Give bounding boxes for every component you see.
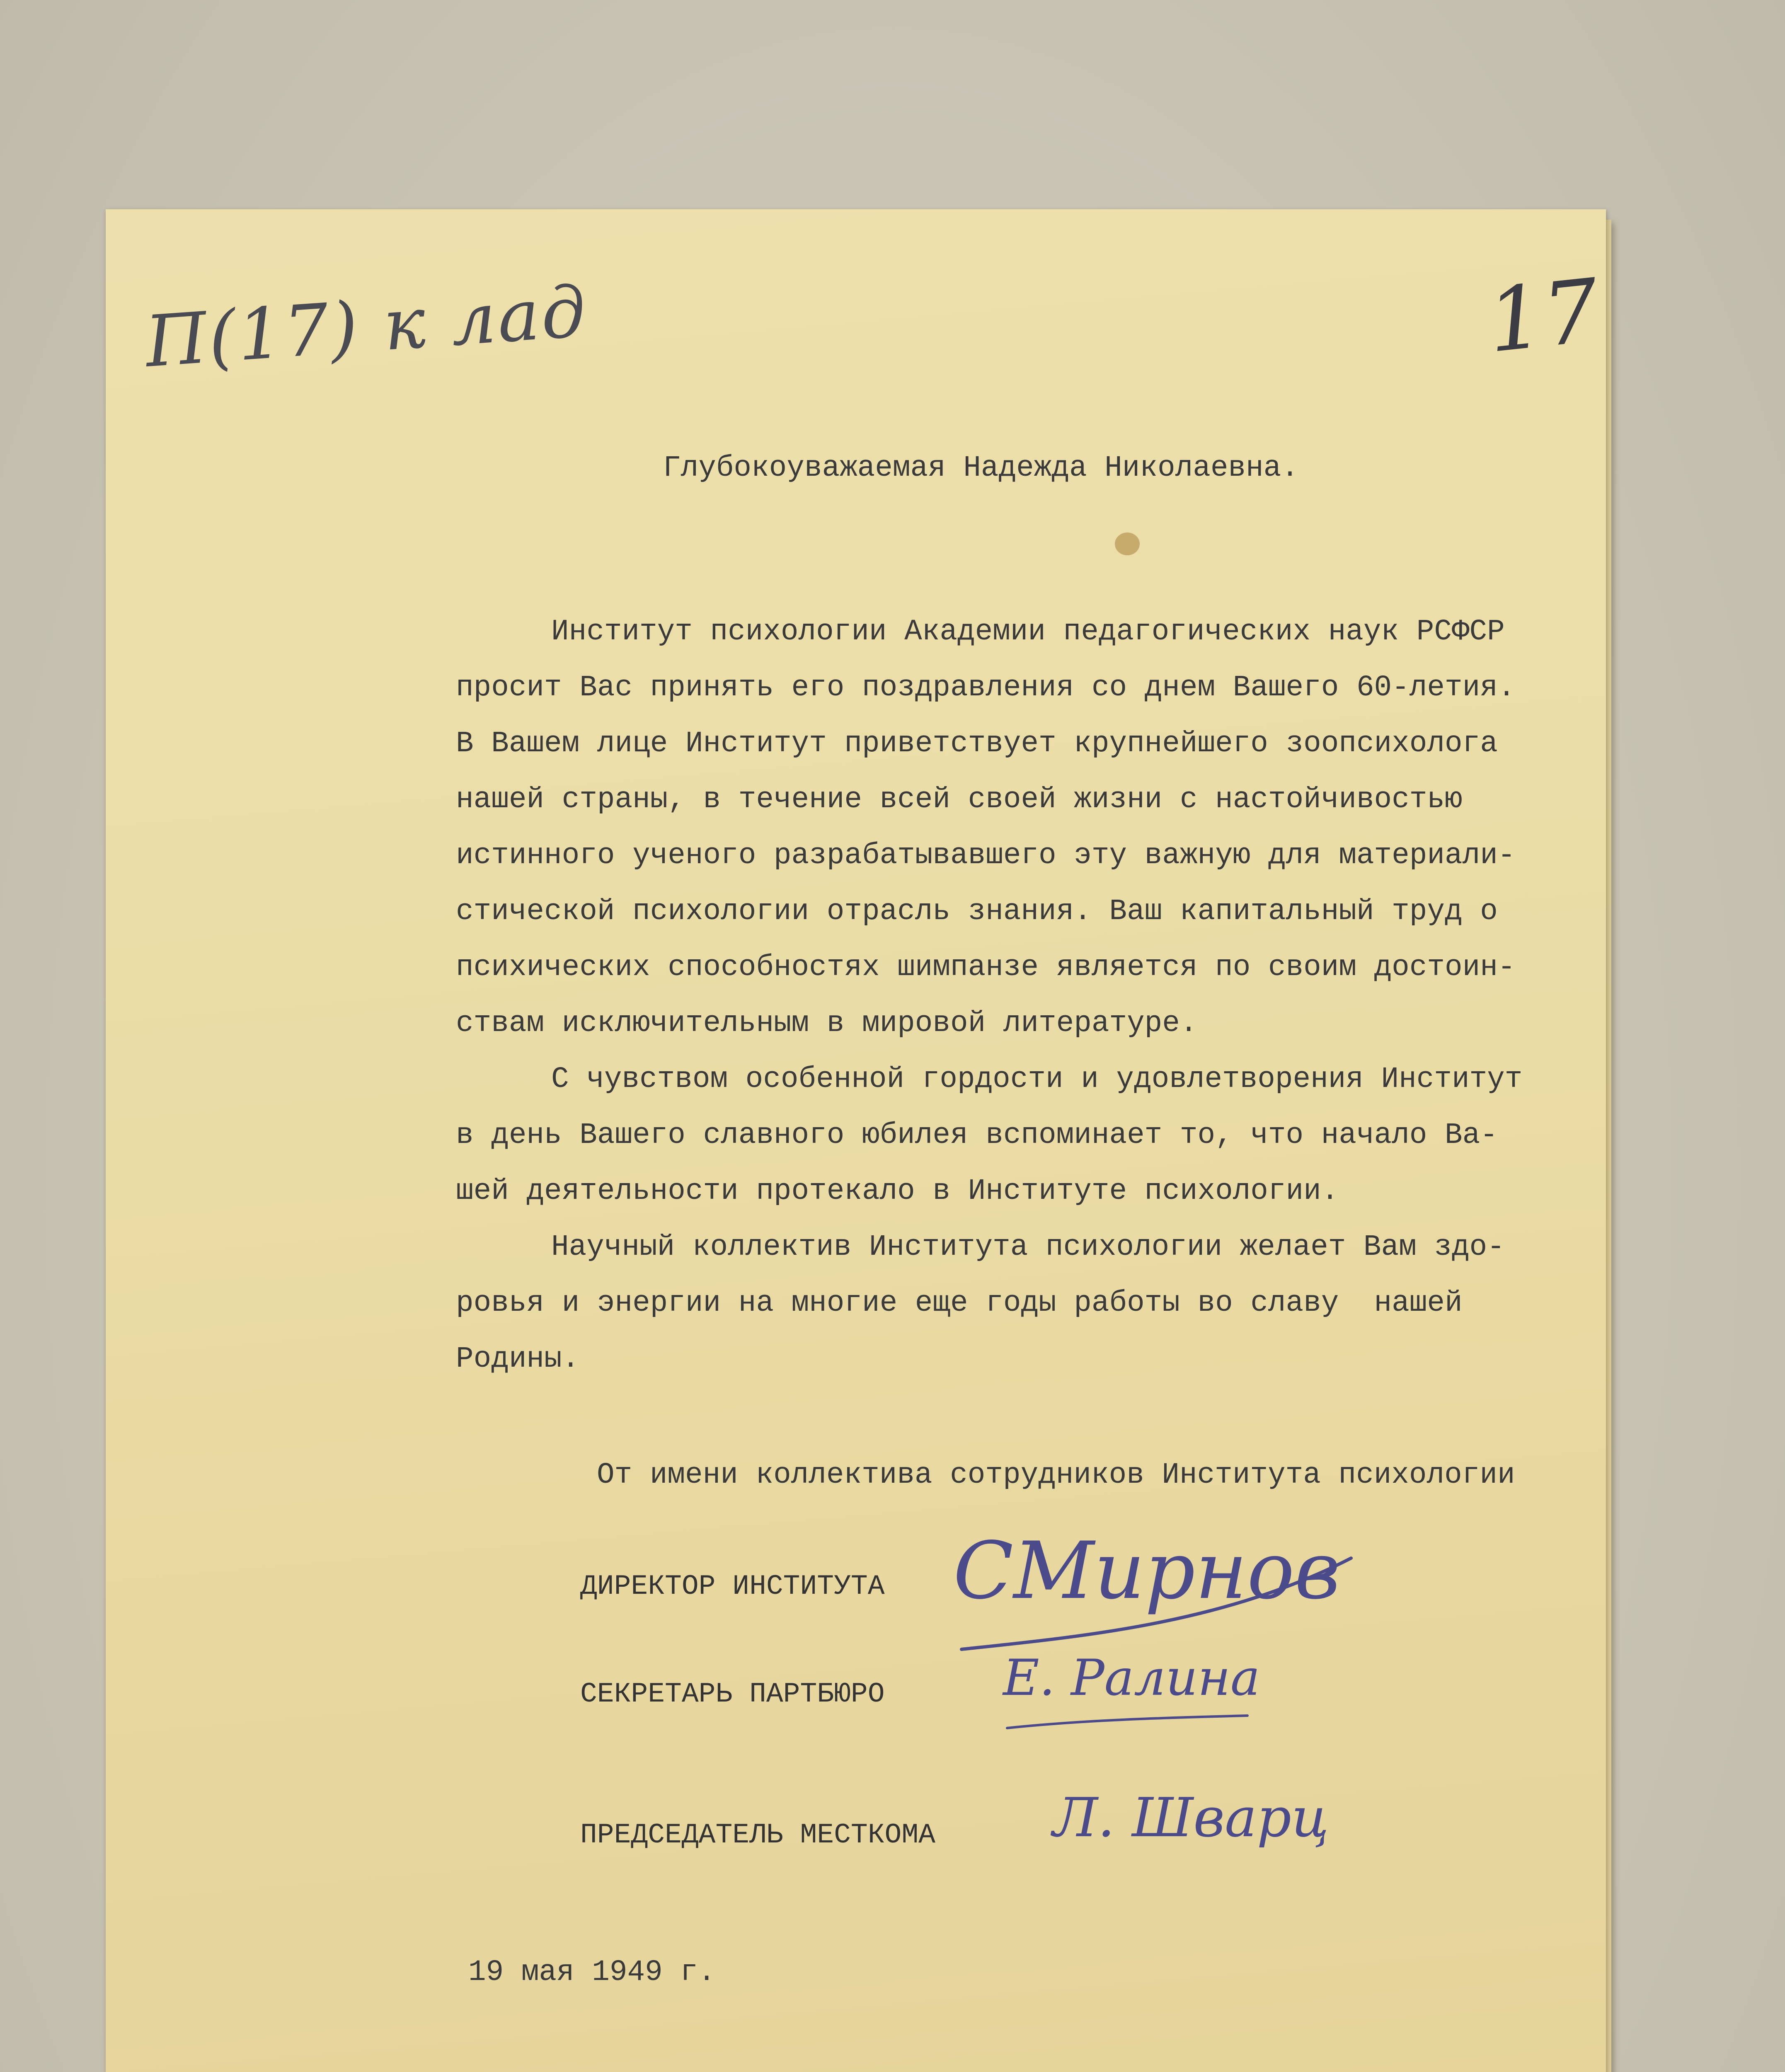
director-signature: СМирнов — [953, 1525, 1341, 1617]
body-line: в день Вашего славного юбилея вспоминает то, что начало Ва- — [456, 1119, 1498, 1152]
party-secretary-signature: Е. Ралина — [1003, 1649, 1260, 1707]
director-signature-flourish — [953, 1542, 1368, 1666]
director-title: ДИРЕКТОР ИНСТИТУТА — [580, 1571, 885, 1602]
party-secretary-signature-underline — [1003, 1711, 1252, 1736]
body-line: С чувством особенной гордости и удовлетворения Институт — [551, 1063, 1523, 1096]
body-line: В Вашем лице Институт приветствует крупнейшего зоопсихолога — [456, 727, 1498, 760]
party-secretary-title: СЕКРЕТАРЬ ПАРТБЮРО — [580, 1678, 885, 1710]
body-line: Научный коллектив Института психологии желает Вам здо- — [551, 1231, 1505, 1264]
body-line: нашей страны, в течение всей своей жизни с настойчивостью — [456, 783, 1463, 816]
body-line: ровья и энергии на многие еще годы работы во славу нашей — [456, 1287, 1463, 1320]
body-line: стической психологии отрасль знания. Ваш капитальный труд о — [456, 895, 1498, 928]
body-line: истинного ученого разрабатывавшего эту важную для материали- — [456, 839, 1516, 872]
body-line: психических способностях шимпанзе является по своим достоин- — [456, 951, 1516, 984]
letter-date: 19 мая 1949 г. — [468, 1956, 716, 1989]
body-line: ствам исключительным в мировой литературе. — [456, 1007, 1198, 1040]
salutation: Глубокоуважаемая Надежда Николаевна. — [663, 452, 1299, 485]
body-line: шей деятельности протекало в Институте психологии. — [456, 1175, 1339, 1208]
on-behalf-line: От имени коллектива сотрудников Института психологии — [597, 1459, 1515, 1492]
archive-margin-note: П(17) к лад — [143, 270, 590, 384]
body-line: Институт психологии Академии педагогических наук РСФСР — [551, 615, 1505, 649]
body-line: Родины. — [456, 1343, 580, 1376]
local-committee-chair-signature: Л. Шварц — [1053, 1786, 1329, 1849]
local-committee-chair-title: ПРЕДСЕДАТЕЛЬ МЕСТКОМА — [580, 1819, 935, 1851]
folio-number: 17 — [1482, 259, 1604, 373]
body-line: просит Вас принять его поздравления со днем Вашего 60-летия. — [456, 671, 1516, 704]
paper-stain — [1115, 533, 1140, 555]
